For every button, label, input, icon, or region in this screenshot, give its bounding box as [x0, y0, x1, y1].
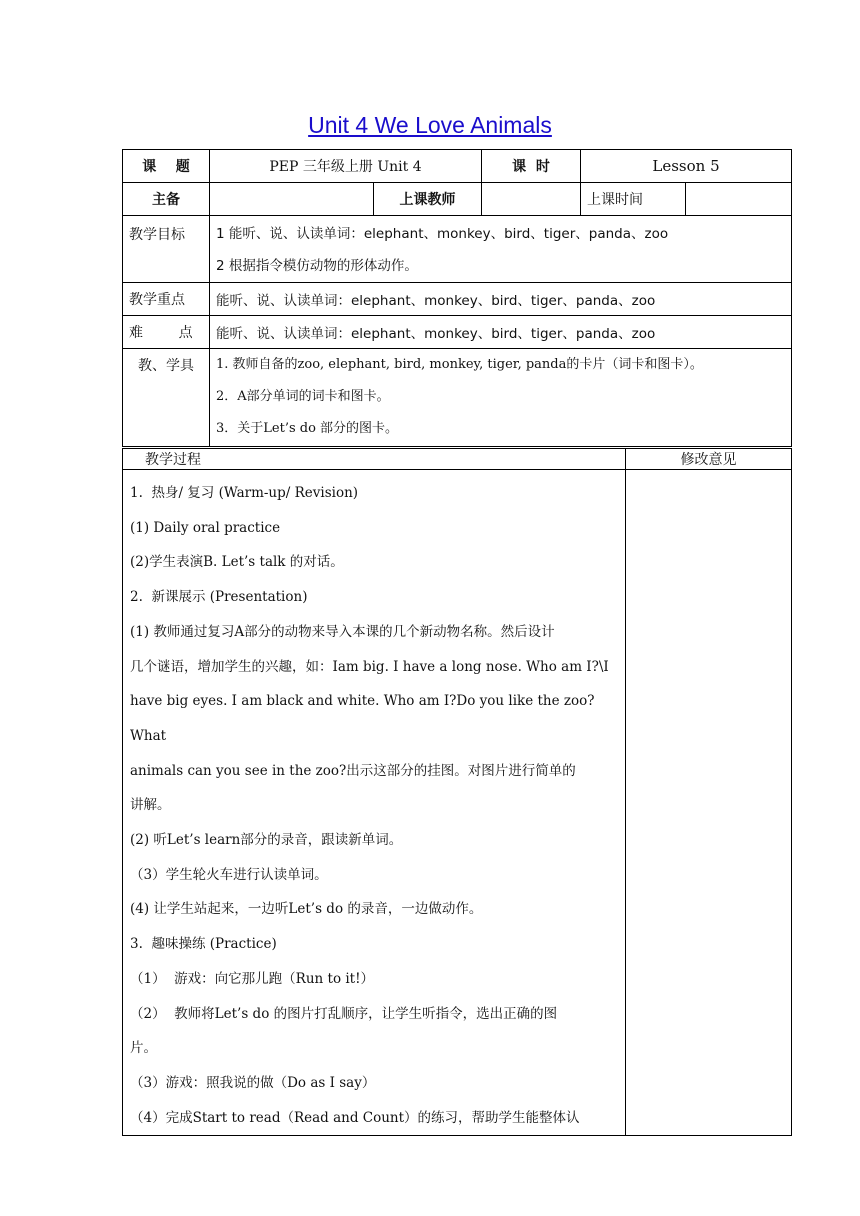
key-point-value: 能听、说、认读单词：elephant、monkey、bird、tiger、panda、zoo: [210, 283, 792, 316]
key-point-label: 教学重点: [123, 283, 210, 316]
class-time-label: 上课时间: [581, 183, 686, 216]
process-line: （2） 教师将Let’s do 的图片打乱顺序，让学生听指令，选出正确的图: [130, 1005, 558, 1022]
process-line: (2)学生表演B. Let’s talk 的对话。: [130, 554, 344, 571]
process-header-row: [123, 449, 792, 470]
process-line: 1. 热身/ 复习 (Warm-up/ Revision): [130, 485, 359, 501]
process-table: [122, 448, 792, 1136]
process-line: （4）完成Start to read（Read and Count）的练习，帮助学生能整体认: [130, 1109, 580, 1126]
goal-1: 1 能听、说、认读单词：elephant、monkey、bird、tiger、panda、zoo: [216, 226, 669, 242]
process-line: 2. 新课展示 (Presentation): [130, 589, 308, 606]
teacher-label: 上课教师: [374, 183, 482, 216]
topic-value: PEP 三年级上册 Unit 4: [210, 150, 482, 183]
process-line: (1) 教师通过复习A部分的动物来导入本课的几个新动物名称。然后设计: [130, 623, 555, 640]
goals-label: 教学目标: [123, 216, 210, 283]
topic-label: 课 题: [123, 150, 210, 183]
process-line: (4) 让学生站起来，一边听Let’s do 的录音，一边做动作。: [130, 901, 483, 918]
goals-value: [210, 216, 792, 283]
process-line: 片。: [130, 1040, 157, 1057]
difficult-point-value: 能听、说、认读单词：elephant、monkey、bird、tiger、panda、zoo: [210, 316, 792, 349]
document-title[interactable]: Unit 4 We Love Animals: [308, 112, 552, 138]
process-line: have big eyes. I am black and white. Who am I?Do you like the zoo?What: [130, 693, 595, 744]
process-body-row: [123, 470, 792, 1136]
process-section: [122, 448, 791, 1126]
row-topic: [123, 150, 792, 183]
row-goals: [123, 216, 792, 283]
revision-notes[interactable]: [626, 470, 792, 1136]
preparer-value[interactable]: [210, 183, 374, 216]
tool-1: 1. 教师自备的zoo, elephant, bird, monkey, tiger, panda的卡片（词卡和图卡）。: [216, 357, 703, 372]
process-header: 教学过程: [123, 449, 626, 470]
class-time-value[interactable]: [686, 183, 792, 216]
process-line: 几个谜语，增加学生的兴趣，如：Iam big. I have a long nose. Who am I?\I: [130, 658, 609, 675]
process-line: 讲解。: [130, 797, 171, 814]
period-value: Lesson 5: [581, 150, 792, 183]
process-line: 3. 趣味操练 (Practice): [130, 936, 277, 953]
tool-2: 2．A部分单词的词卡和图卡。: [216, 389, 390, 404]
row-tools: [123, 349, 792, 447]
process-line: (1) Daily oral practice: [130, 519, 281, 536]
process-line: （3）游戏：照我说的做（Do as I say）: [130, 1074, 376, 1091]
process-line: (2) 听Let’s learn部分的录音，跟读新单词。: [130, 832, 403, 849]
row-difficult: [123, 316, 792, 349]
process-line: （3）学生轮火车进行认读单词。: [130, 866, 328, 883]
tools-value: [210, 349, 792, 447]
row-key: [123, 283, 792, 316]
process-content[interactable]: [123, 470, 626, 1136]
process-line: animals can you see in the zoo?出示这部分的挂图。对图片进行简单的: [130, 762, 576, 779]
period-label: 课 时: [482, 150, 581, 183]
revision-header: 修改意见: [626, 449, 792, 470]
row-preparer: [123, 183, 792, 216]
preparer-label: 主备: [123, 183, 210, 216]
process-line: （1） 游戏：向它那儿跑（Run to it!）: [130, 970, 375, 987]
teacher-value[interactable]: [482, 183, 581, 216]
goal-2: 2 根据指令模仿动物的形体动作。: [216, 258, 418, 274]
difficult-point-label: 难 点: [123, 316, 210, 349]
tool-3: 3．关于Let’s do 部分的图卡。: [216, 421, 399, 436]
tools-label: 教、学具: [123, 349, 210, 447]
lesson-info-table: [122, 149, 792, 447]
